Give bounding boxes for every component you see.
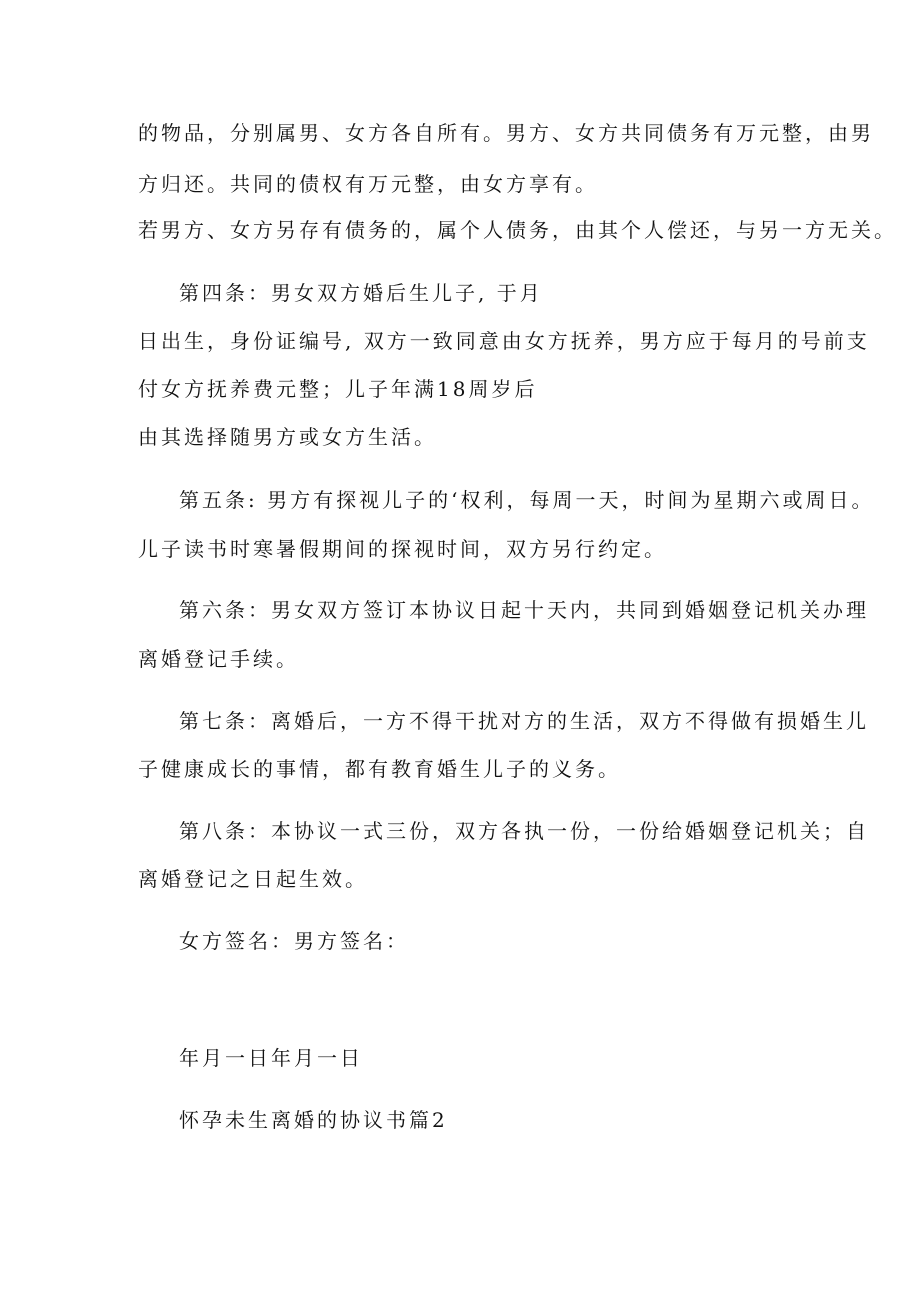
section-title: 怀孕未生离婚的协议书篇2 xyxy=(179,1108,448,1132)
text-line: 付女方抚养费元整；儿子年满18周岁后 xyxy=(138,377,538,401)
text-line: 由其选择随男方或女方生活。 xyxy=(138,425,437,449)
text-line: 子健康成长的事情，都有教育婚生儿子的义务。 xyxy=(138,757,621,781)
text-line: 日出生，身份证编号, 双方一致同意由女方抚养，男方应于每月的号前支 xyxy=(138,329,870,353)
text-line: 离婚登记手续。 xyxy=(138,647,299,671)
clause-7-heading: 第七条：离婚后，一方不得干扰对方的生活，双方不得做有损婚生儿 xyxy=(179,709,869,733)
text-line: 若男方、女方另存有债务的，属个人债务，由其个人偿还，与另一方无关。 xyxy=(138,218,897,242)
signature-line: 女方签名：男方签名： xyxy=(179,929,409,953)
clause-4-heading: 第四条：男女双方婚后生儿子, 于月 xyxy=(179,281,543,305)
text-line: 的物品，分别属男、女方各自所有。男方、女方共同债务有万元整，由男 xyxy=(138,121,874,145)
text-line: 儿子读书时寒暑假期间的探视时间，双方另行约定。 xyxy=(138,537,667,561)
date-line: 年月一日年月一日 xyxy=(179,1046,363,1070)
clause-6-heading: 第六条：男女双方签订本协议日起十天内，共同到婚姻登记机关办理 xyxy=(179,598,869,622)
text-line: 方归还。共同的债权有万元整，由女方享有。 xyxy=(138,172,598,196)
text-line: 离婚登记之日起生效。 xyxy=(138,867,368,891)
clause-8-heading: 第八条：本协议一式三份，双方各执一份，一份给婚姻登记机关；自 xyxy=(179,819,869,843)
clause-5-heading: 第五条: 男方有探视儿子的‘权利，每周一天，时间为星期六或周日。 xyxy=(179,488,875,512)
